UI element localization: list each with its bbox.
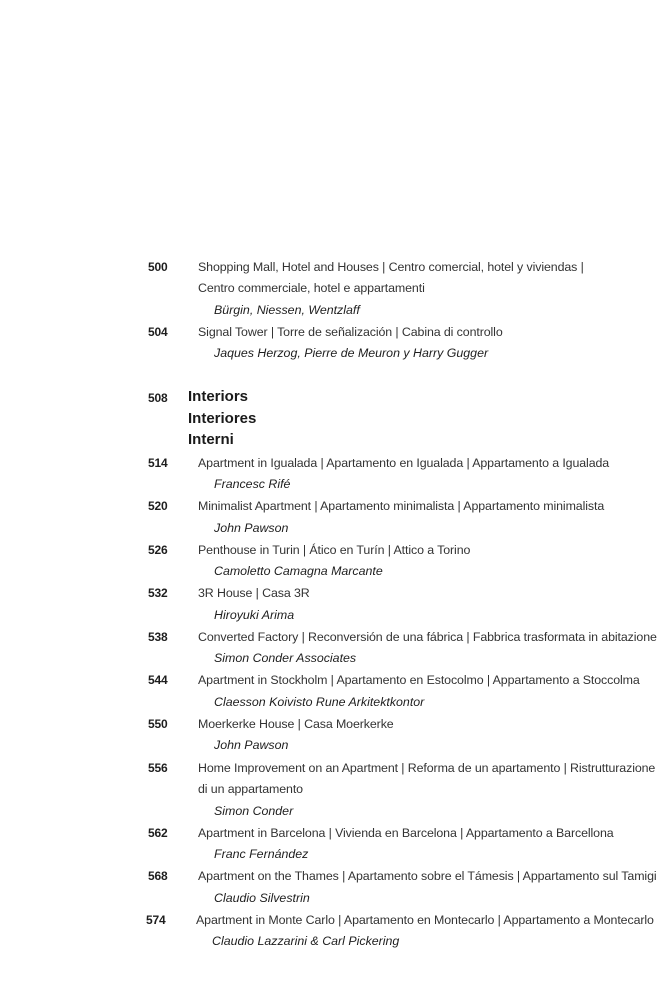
page-number: 500 [148, 260, 168, 274]
entry-title: Penthouse in Turin | Ático en Turín | Attico a Torino [198, 543, 471, 557]
entry-author: John Pawson [214, 738, 289, 752]
entry-author: Franc Fernández [214, 847, 309, 861]
section-title: Interiors [188, 388, 249, 405]
entry-title: Apartment in Igualada | Apartamento en Igualada | Appartamento a Igualada [198, 456, 610, 470]
entry-title: Converted Factory | Reconversión de una fábrica | Fabbrica trasformata in abitazione [198, 630, 657, 644]
entry-title: Apartment in Monte Carlo | Apartamento en Montecarlo | Appartamento a Montecarlo [196, 913, 654, 927]
entry-author: Hiroyuki Arima [214, 608, 295, 622]
page-number: 538 [148, 630, 168, 644]
entry-title: di un appartamento [198, 782, 303, 796]
entry-title: Signal Tower | Torre de señalización | Cabina di controllo [198, 325, 503, 339]
page-number: 532 [148, 586, 168, 600]
page-number: 504 [148, 325, 168, 339]
entry-title: Apartment on the Thames | Apartamento sobre el Támesis | Appartamento sul Tamigi [198, 869, 657, 883]
entry-author: John Pawson [214, 521, 289, 535]
section-title: Interiores [188, 410, 257, 427]
page-number: 526 [148, 543, 168, 557]
section-title: Interni [188, 431, 234, 448]
entry-author: Simon Conder [214, 804, 294, 818]
entry-author: Bürgin, Niessen, Wentzlaff [214, 303, 360, 317]
entry-author: Claudio Lazzarini & Carl Pickering [212, 934, 400, 948]
page-number: 568 [148, 869, 168, 883]
entry-title: Apartment in Barcelona | Vivienda en Barcelona | Appartamento a Barcellona [198, 826, 614, 840]
entry-author: Simon Conder Associates [214, 651, 357, 665]
entry-title: Minimalist Apartment | Apartamento minimalista | Appartamento minimalista [198, 499, 605, 513]
page-number: 544 [148, 673, 168, 687]
entry-author: Francesc Rifé [214, 477, 291, 491]
entry-author: Jaques Herzog, Pierre de Meuron y Harry Gugger [214, 346, 489, 360]
page-number: 514 [148, 456, 168, 470]
entry-title: Apartment in Stockholm | Apartamento en Estocolmo | Appartamento a Stoccolma [198, 673, 640, 687]
entry-author: Claudio Silvestrin [214, 891, 310, 905]
entry-author: Claesson Koivisto Rune Arkitektkontor [214, 695, 425, 709]
page-number: 520 [148, 499, 168, 513]
entry-title: Shopping Mall, Hotel and Houses | Centro comercial, hotel y viviendas | [198, 260, 584, 274]
page-number: 574 [146, 913, 166, 927]
page-number: 508 [148, 391, 168, 405]
page-number: 562 [148, 826, 168, 840]
page-number: 556 [148, 761, 168, 775]
entry-title: 3R House | Casa 3R [198, 586, 310, 600]
entry-title: Moerkerke House | Casa Moerkerke [198, 717, 394, 731]
entry-title: Home Improvement on an Apartment | Reforma de un apartamento | Ristrutturazione [198, 761, 656, 775]
entry-author: Camoletto Camagna Marcante [214, 564, 383, 578]
page-number: 550 [148, 717, 168, 731]
entry-title: Centro commerciale, hotel e appartamenti [198, 281, 425, 295]
